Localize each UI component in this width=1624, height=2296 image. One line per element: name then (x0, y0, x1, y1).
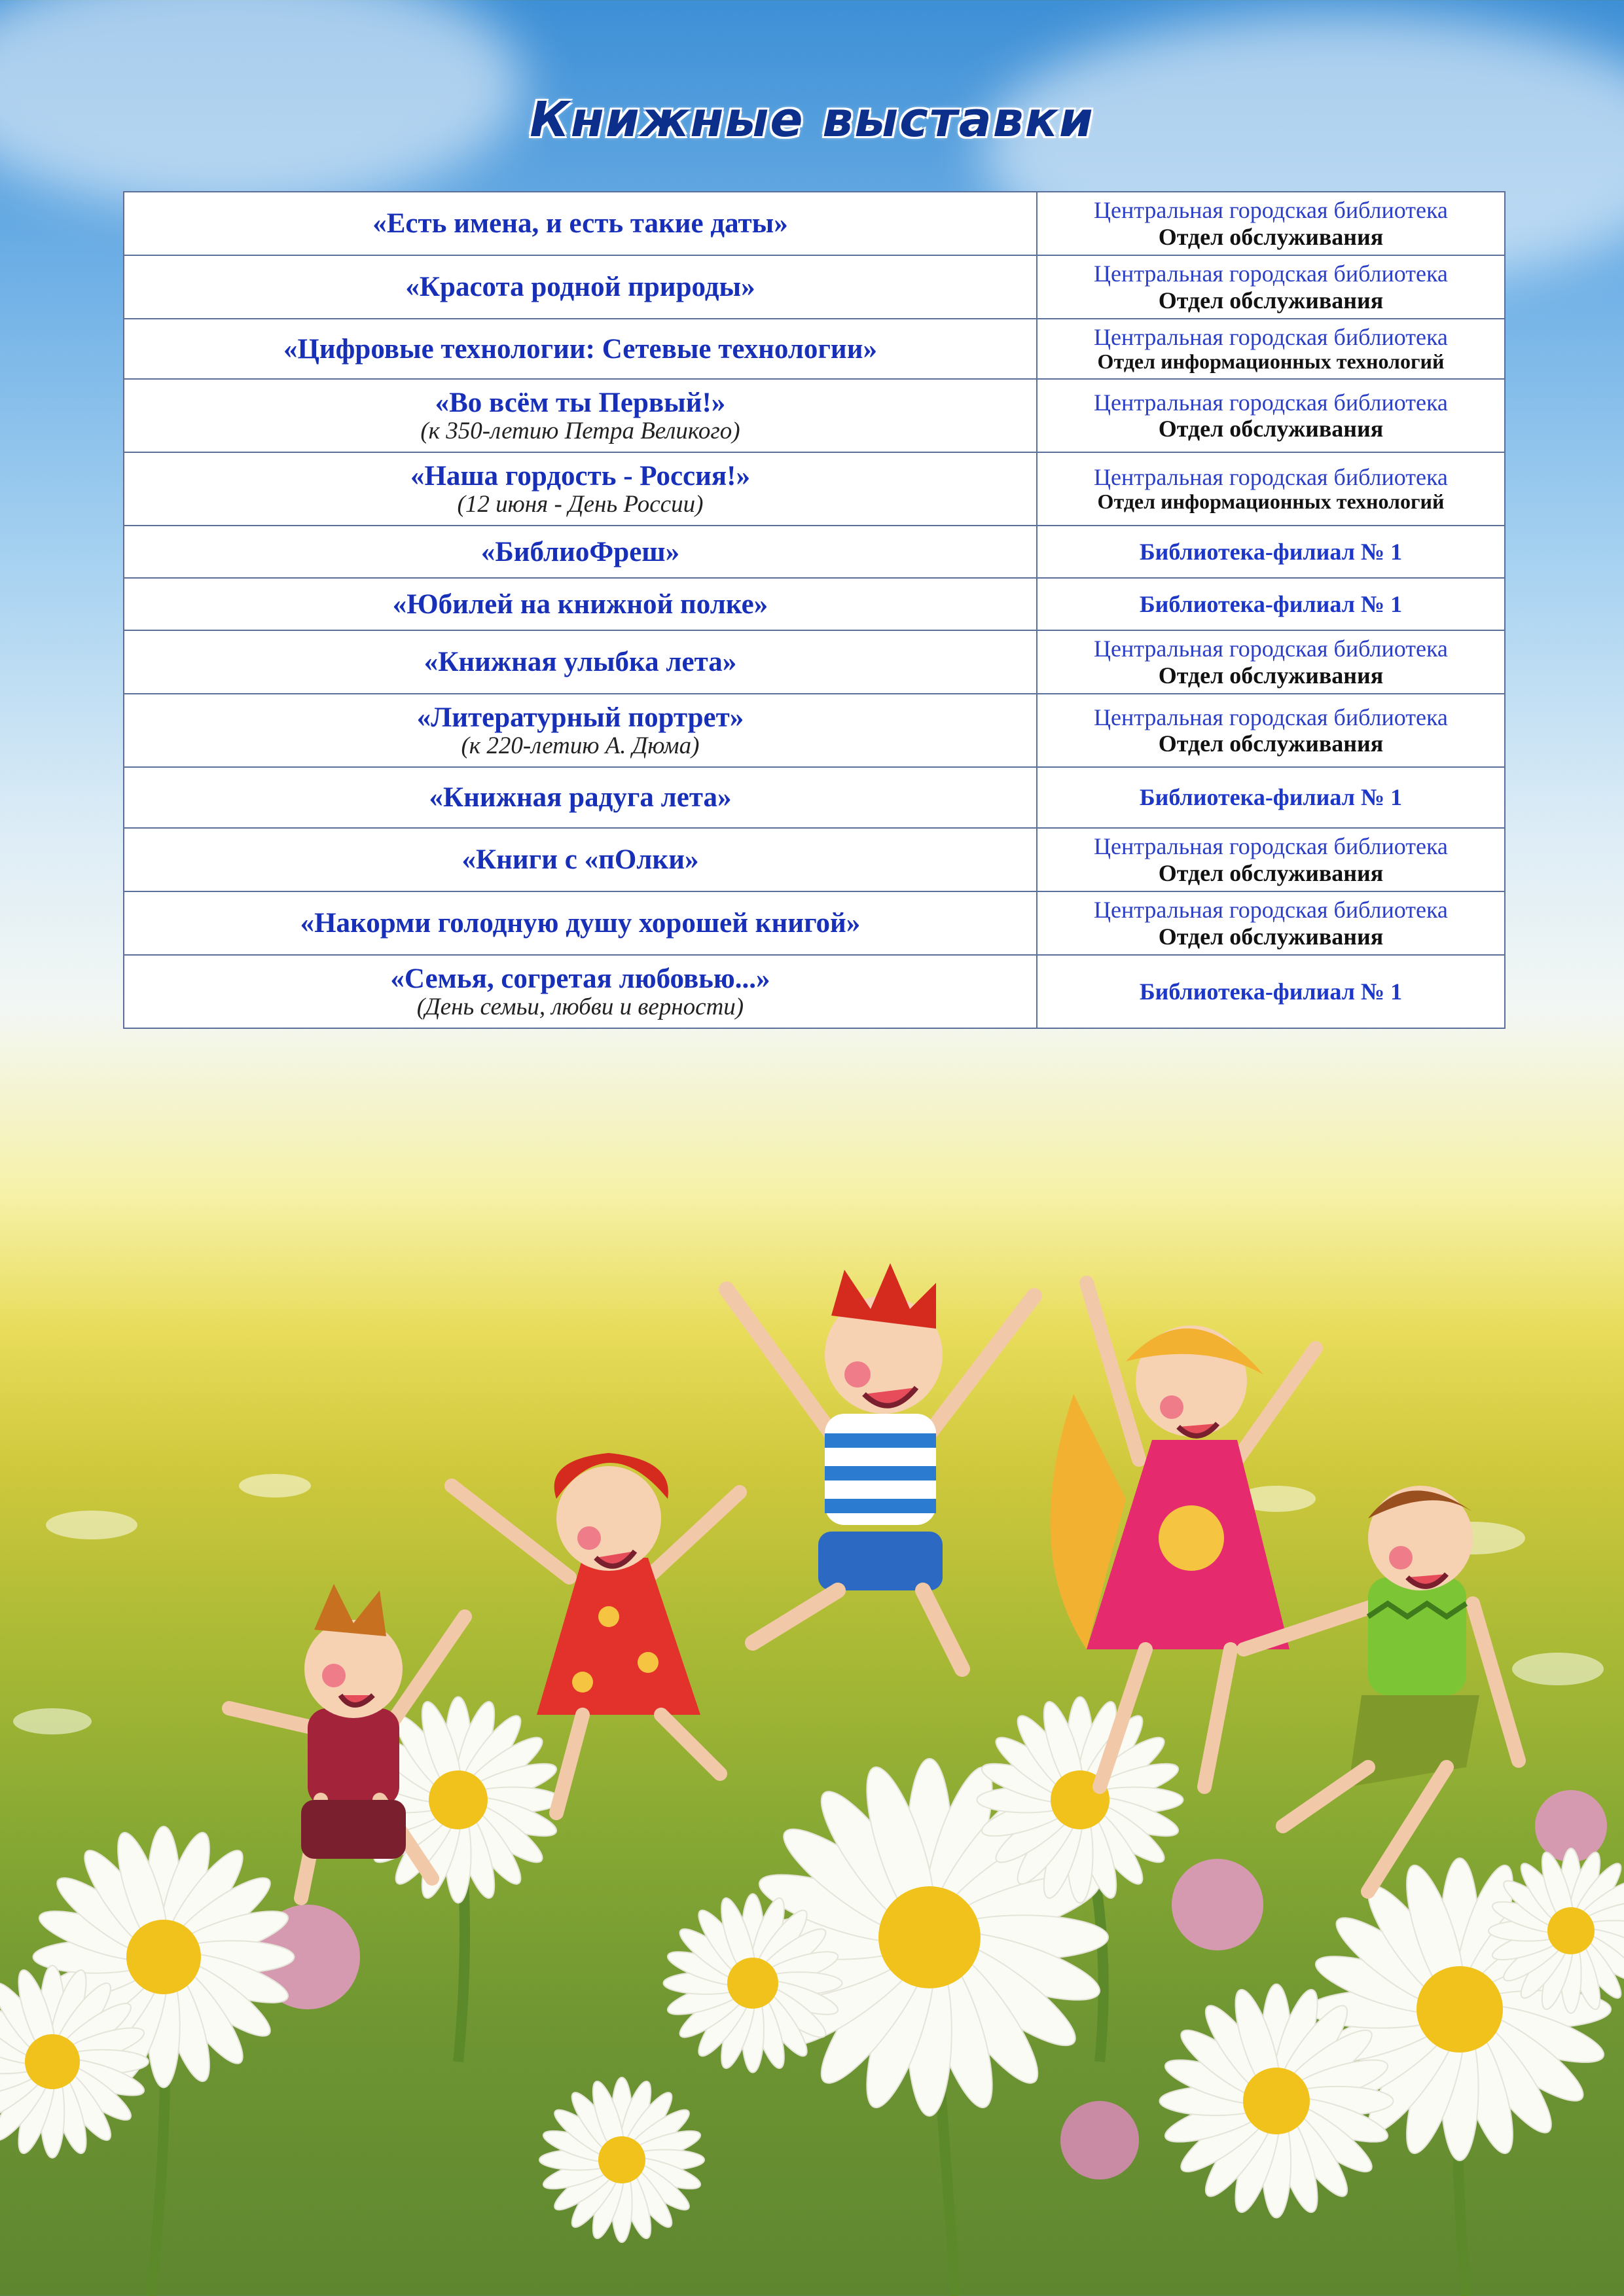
library-name: Центральная городская библиотека (1094, 197, 1448, 224)
exhibition-subtitle: (к 350-летию Петра Великого) (420, 418, 740, 445)
department-name: Отдел обслуживания (1158, 859, 1384, 886)
branch-library: Библиотека-филиал № 1 (1139, 978, 1403, 1005)
exhibition-title: «Есть имена, и есть такие даты» (372, 208, 788, 239)
exhibition-subtitle: (к 220-летию А. Дюма) (461, 732, 700, 760)
exhibition-title: «Литературный портрет» (416, 702, 744, 734)
exhibition-title: «Книжная радуга лета» (429, 782, 732, 813)
exhibition-location-cell (1037, 694, 1505, 767)
exhibition-name-cell (124, 578, 1037, 630)
department-name: Отдел информационных технологий (1097, 490, 1445, 514)
exhibition-name-cell (124, 955, 1037, 1028)
exhibition-title: «БиблиоФреш» (480, 536, 680, 567)
exhibition-name-cell (124, 630, 1037, 694)
exhibition-title: «Красота родной природы» (405, 272, 755, 302)
department-name: Отдел обслуживания (1158, 730, 1384, 757)
exhibition-location-cell (1037, 452, 1505, 526)
branch-library: Библиотека-филиал № 1 (1139, 784, 1403, 811)
library-name: Центральная городская библиотека (1094, 389, 1448, 416)
table-row (124, 767, 1505, 828)
library-name: Центральная городская библиотека (1094, 323, 1448, 350)
department-name: Отдел обслуживания (1158, 662, 1384, 689)
child-striped-shirt (727, 1263, 1034, 1669)
exhibition-location-cell (1037, 630, 1505, 694)
department-name: Отдел обслуживания (1158, 923, 1384, 950)
summer-illustration (0, 1080, 1624, 2296)
exhibition-title: «Книжная улыбка лета» (424, 647, 737, 677)
exhibition-location-cell (1037, 255, 1505, 319)
table-row (124, 319, 1505, 379)
library-name: Центральная городская библиотека (1094, 833, 1448, 860)
table-row (124, 379, 1505, 452)
exhibition-location-cell (1037, 379, 1505, 452)
exhibition-name-cell (124, 526, 1037, 578)
exhibition-location-cell (1037, 578, 1505, 630)
exhibition-subtitle: (12 июня - День России) (457, 491, 704, 518)
exhibition-location-cell (1037, 955, 1505, 1028)
exhibition-name-cell (124, 319, 1037, 379)
exhibition-title: «Цифровые технологии: Сетевые технологии» (283, 333, 877, 365)
table-row (124, 955, 1505, 1028)
exhibition-location-cell (1037, 526, 1505, 578)
exhibition-location-cell (1037, 192, 1505, 255)
exhibition-name-cell (124, 192, 1037, 255)
table-row (124, 694, 1505, 767)
exhibition-name-cell (124, 891, 1037, 955)
exhibition-title: «Юбилей на книжной полке» (392, 588, 768, 620)
branch-library: Библиотека-филиал № 1 (1139, 538, 1403, 565)
exhibition-title: «Семья, согретая любовью...» (390, 963, 770, 995)
exhibition-title: «Накорми голодную душу хорошей книгой» (300, 908, 861, 939)
child-pink-dress (1050, 1283, 1316, 1787)
exhibition-location-cell (1037, 767, 1505, 828)
page-title: Книжные выставки (530, 92, 1094, 148)
table-row (124, 578, 1505, 630)
table-row (124, 255, 1505, 319)
department-name: Отдел обслуживания (1158, 223, 1384, 250)
department-name: Отдел обслуживания (1158, 416, 1384, 442)
table-row (124, 452, 1505, 526)
exhibition-subtitle: (День семьи, любви и верности) (416, 994, 744, 1021)
branch-library: Библиотека-филиал № 1 (1139, 590, 1403, 617)
exhibitions-table (123, 191, 1506, 1029)
exhibition-name-cell (124, 255, 1037, 319)
exhibition-title: «Во всём ты Первый!» (435, 387, 726, 419)
exhibition-name-cell (124, 828, 1037, 891)
table-row (124, 526, 1505, 578)
exhibition-name-cell (124, 694, 1037, 767)
library-name: Центральная городская библиотека (1094, 897, 1448, 924)
library-name: Центральная городская библиотека (1094, 636, 1448, 662)
table-row (124, 192, 1505, 255)
exhibition-location-cell (1037, 891, 1505, 955)
exhibition-name-cell (124, 452, 1037, 526)
exhibition-title: «Книги с «пОлки» (461, 844, 699, 875)
exhibition-title: «Наша гордость - Россия!» (410, 461, 750, 492)
department-name: Отдел информационных технологий (1097, 350, 1445, 374)
library-name: Центральная городская библиотека (1094, 260, 1448, 287)
exhibition-location-cell (1037, 828, 1505, 891)
exhibition-location-cell (1037, 319, 1505, 379)
table-row (124, 891, 1505, 955)
exhibition-name-cell (124, 767, 1037, 828)
department-name: Отдел обслуживания (1158, 287, 1384, 314)
library-name: Центральная городская библиотека (1094, 463, 1448, 490)
library-name: Центральная городская библиотека (1094, 704, 1448, 730)
table-row (124, 630, 1505, 694)
daisy-flower (539, 2077, 704, 2242)
table-row (124, 828, 1505, 891)
exhibition-name-cell (124, 379, 1037, 452)
